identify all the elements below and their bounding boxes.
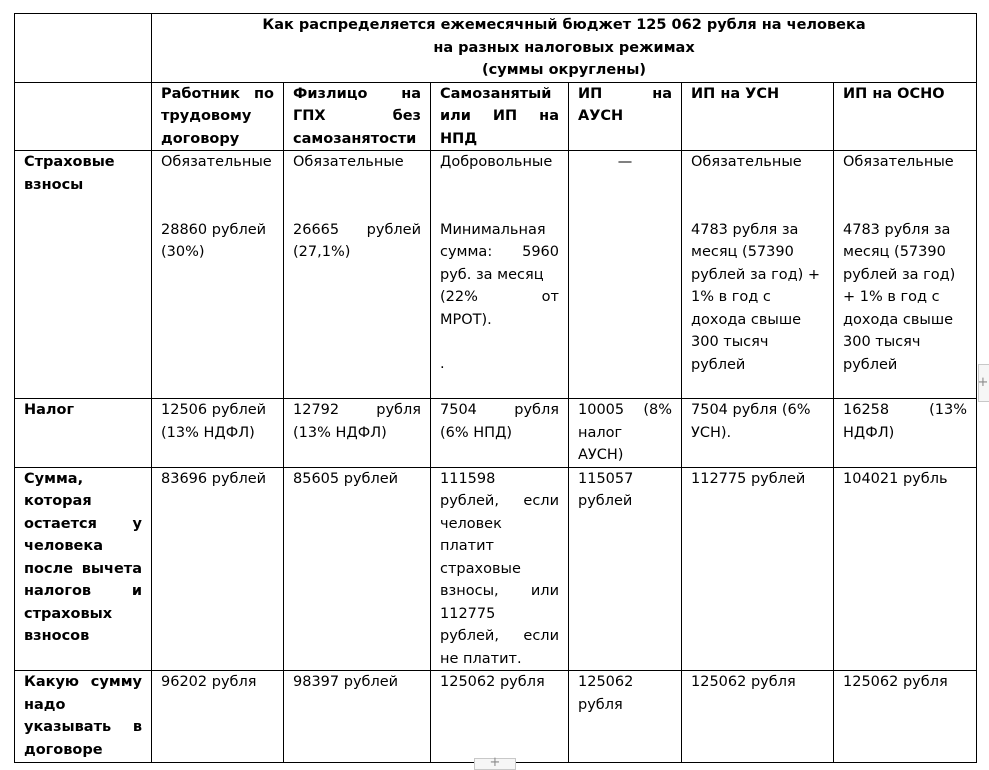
cell-insurance-gph <box>284 151 431 399</box>
cell-tax-osno <box>834 399 977 468</box>
cell-line: 12792 рубля <box>293 402 421 418</box>
col-header-line: ИП на УСН <box>691 85 780 102</box>
cell-remaining-gph <box>284 467 431 671</box>
cell-line: 104021 рубль <box>843 470 948 487</box>
col-header-line: Физлицо на <box>293 85 421 102</box>
cell-line: 1% в год с <box>691 289 771 305</box>
row-label-line: человека <box>24 538 104 554</box>
cell-line: 96202 рубля <box>161 674 257 690</box>
row-label-line: которая <box>24 493 92 509</box>
row-label-line: Страховые <box>24 154 115 170</box>
cell-line: 7504 рубля <box>440 402 559 418</box>
cell-tax-employee <box>152 399 284 468</box>
cell-line: 4783 рубля за <box>843 221 951 238</box>
cell-tax-gph <box>284 399 431 468</box>
cell-line: рубля <box>578 696 623 713</box>
row-label-line: взносы <box>24 176 84 193</box>
cell-line: (13% НДФЛ) <box>161 424 255 441</box>
cell-contract-employee <box>152 671 284 763</box>
cell-remaining-npd <box>431 467 569 671</box>
cell-line: (30%) <box>161 244 205 260</box>
cell-tax-ausn <box>569 399 682 468</box>
cell-line: рублей, если <box>440 493 559 509</box>
cell-line: 125062 рубля <box>440 674 545 690</box>
row-label-tax <box>15 399 152 468</box>
cell-line: дохода свыше <box>691 311 802 328</box>
cell-line: 10005 (8% <box>578 402 672 418</box>
row-label-line: взносов <box>24 628 90 644</box>
row-label-line: Налог <box>24 402 75 418</box>
cell-line: 28860 рублей <box>161 221 267 238</box>
cell-line: рублей <box>691 356 746 373</box>
cell-line: рублей за год) <box>843 266 956 283</box>
table-title <box>152 14 977 83</box>
cell-contract-gph <box>284 671 431 763</box>
cell-line: 12506 рублей <box>161 402 267 418</box>
cell-contract-npd <box>431 671 569 763</box>
cell-remaining-ausn <box>569 467 682 671</box>
cell-line: (22% от <box>440 289 559 305</box>
cell-line: Добровольные <box>440 154 553 170</box>
col-header-usn <box>682 82 834 151</box>
column-insert-handle[interactable] <box>474 755 516 770</box>
cell-insurance-osno <box>834 151 977 399</box>
cell-line: 7504 рубля (6% <box>691 402 811 418</box>
cell-line: 85605 рублей <box>293 470 399 487</box>
row-label-line: Сумма, <box>24 470 84 487</box>
cell-line: 125062 рубля <box>691 674 796 690</box>
col-header-line: Работник по <box>161 85 274 102</box>
cell-line: Обязательные <box>691 154 802 170</box>
col-header-line: ИП на ОСНО <box>843 85 945 102</box>
cell-contract-osno <box>834 671 977 763</box>
budget-table <box>14 13 977 763</box>
col-header-line: договору <box>161 130 240 147</box>
header-corner-cell <box>15 82 152 151</box>
cell-line: УСН). <box>691 424 732 441</box>
cell-line: сумма: 5960 <box>440 244 559 260</box>
cell-line: МРОТ). <box>440 311 492 328</box>
cell-insurance-ausn <box>569 151 682 399</box>
cell-line: Обязательные <box>161 154 272 170</box>
col-header-line: самозанятости <box>293 130 417 147</box>
cell-tax-npd <box>431 399 569 468</box>
cell-line: налог <box>578 424 623 441</box>
cell-line: . <box>440 356 445 372</box>
cell-line: 112775 рублей <box>691 470 806 487</box>
col-header-npd <box>431 82 569 151</box>
cell-line: 300 тысяч <box>691 334 769 350</box>
cell-insurance-employee <box>152 151 284 399</box>
cell-line: рублей за год) + <box>691 266 821 283</box>
cell-line: 115057 <box>578 470 634 487</box>
header-row <box>15 82 977 151</box>
col-header-line: АУСН <box>578 108 624 124</box>
cell-line: 125062 рубля <box>843 674 948 690</box>
table-row-insurance <box>15 151 977 399</box>
cell-line: (27,1%) <box>293 244 351 260</box>
cell-line: 16258 (13% <box>843 402 968 418</box>
row-insert-handle[interactable] <box>978 364 989 402</box>
cell-line: 26665 рублей <box>293 221 421 238</box>
cell-line: месяц (57390 <box>843 244 946 260</box>
cell-line: не платит. <box>440 650 522 667</box>
row-label-insurance <box>15 151 152 399</box>
cell-line: — <box>617 154 633 170</box>
col-header-gph <box>284 82 431 151</box>
cell-contract-usn <box>682 671 834 763</box>
col-header-line: НПД <box>440 130 478 147</box>
cell-line: 4783 рубля за <box>691 221 799 238</box>
cell-line: страховые <box>440 560 521 577</box>
cell-line: месяц (57390 <box>691 244 794 260</box>
cell-tax-usn <box>682 399 834 468</box>
row-label-line: остается у <box>24 515 142 532</box>
cell-remaining-osno <box>834 467 977 671</box>
col-header-ausn <box>569 82 682 151</box>
cell-contract-ausn <box>569 671 682 763</box>
row-label-line: страховых <box>24 605 113 622</box>
row-label-remaining <box>15 467 152 671</box>
table-row-remaining <box>15 467 977 671</box>
col-header-line: трудовому <box>161 108 252 124</box>
cell-line: (13% НДФЛ) <box>293 424 387 441</box>
col-header-line: Самозанятый <box>440 85 552 102</box>
cell-line: рублей, если <box>440 628 559 644</box>
col-header-line: или ИП на <box>440 108 559 124</box>
row-label-contract <box>15 671 152 763</box>
plus-icon[interactable]: + <box>489 755 501 770</box>
cell-line: взносы, или <box>440 583 559 599</box>
cell-line: 83696 рублей <box>161 470 267 487</box>
cell-line: Обязательные <box>843 154 954 170</box>
col-header-line: ИП на <box>578 85 672 102</box>
col-header-line: ГПХ без <box>293 108 421 124</box>
cell-remaining-usn <box>682 467 834 671</box>
row-label-line: после вычета <box>24 560 142 577</box>
cell-insurance-usn <box>682 151 834 399</box>
cell-insurance-npd <box>431 151 569 399</box>
cell-line: Минимальная <box>440 221 546 238</box>
cell-line: 125062 <box>578 674 634 690</box>
cell-remaining-employee <box>152 467 284 671</box>
cell-line: человек <box>440 515 502 532</box>
cell-line: дохода свыше <box>843 311 954 328</box>
corner-cell <box>15 14 152 83</box>
cell-line: рублей <box>578 493 633 509</box>
title-row <box>15 14 977 83</box>
table-row-contract <box>15 671 977 763</box>
col-header-employee <box>152 82 284 151</box>
row-label-line: налогов и <box>24 583 142 599</box>
row-label-line: указывать в <box>24 719 142 735</box>
col-header-osno <box>834 82 977 151</box>
title-line-1: Как распределяется ежемесячный бюджет 125 062 рубля на человека <box>262 17 866 33</box>
row-label-line: договоре <box>24 741 103 758</box>
row-label-line: надо <box>24 696 66 713</box>
plus-icon[interactable]: + <box>977 375 989 390</box>
cell-line: 111598 <box>440 470 496 487</box>
cell-line: 98397 рублей <box>293 674 399 690</box>
cell-line: (6% НПД) <box>440 424 513 441</box>
cell-line: Обязательные <box>293 154 404 170</box>
cell-line: + 1% в год с <box>843 289 940 305</box>
cell-line: АУСН) <box>578 447 624 463</box>
cell-line: 300 тысяч <box>843 334 921 350</box>
cell-line: руб. за месяц <box>440 266 544 283</box>
cell-line: НДФЛ) <box>843 424 895 441</box>
cell-line: рублей <box>843 356 898 373</box>
title-line-3: (суммы округлены) <box>482 62 646 78</box>
cell-line: платит <box>440 538 494 554</box>
row-label-line: Какую сумму <box>24 674 142 690</box>
title-line-2: на разных налоговых режимах <box>433 39 695 56</box>
table-row-tax <box>15 399 977 468</box>
cell-line: 112775 <box>440 605 496 622</box>
